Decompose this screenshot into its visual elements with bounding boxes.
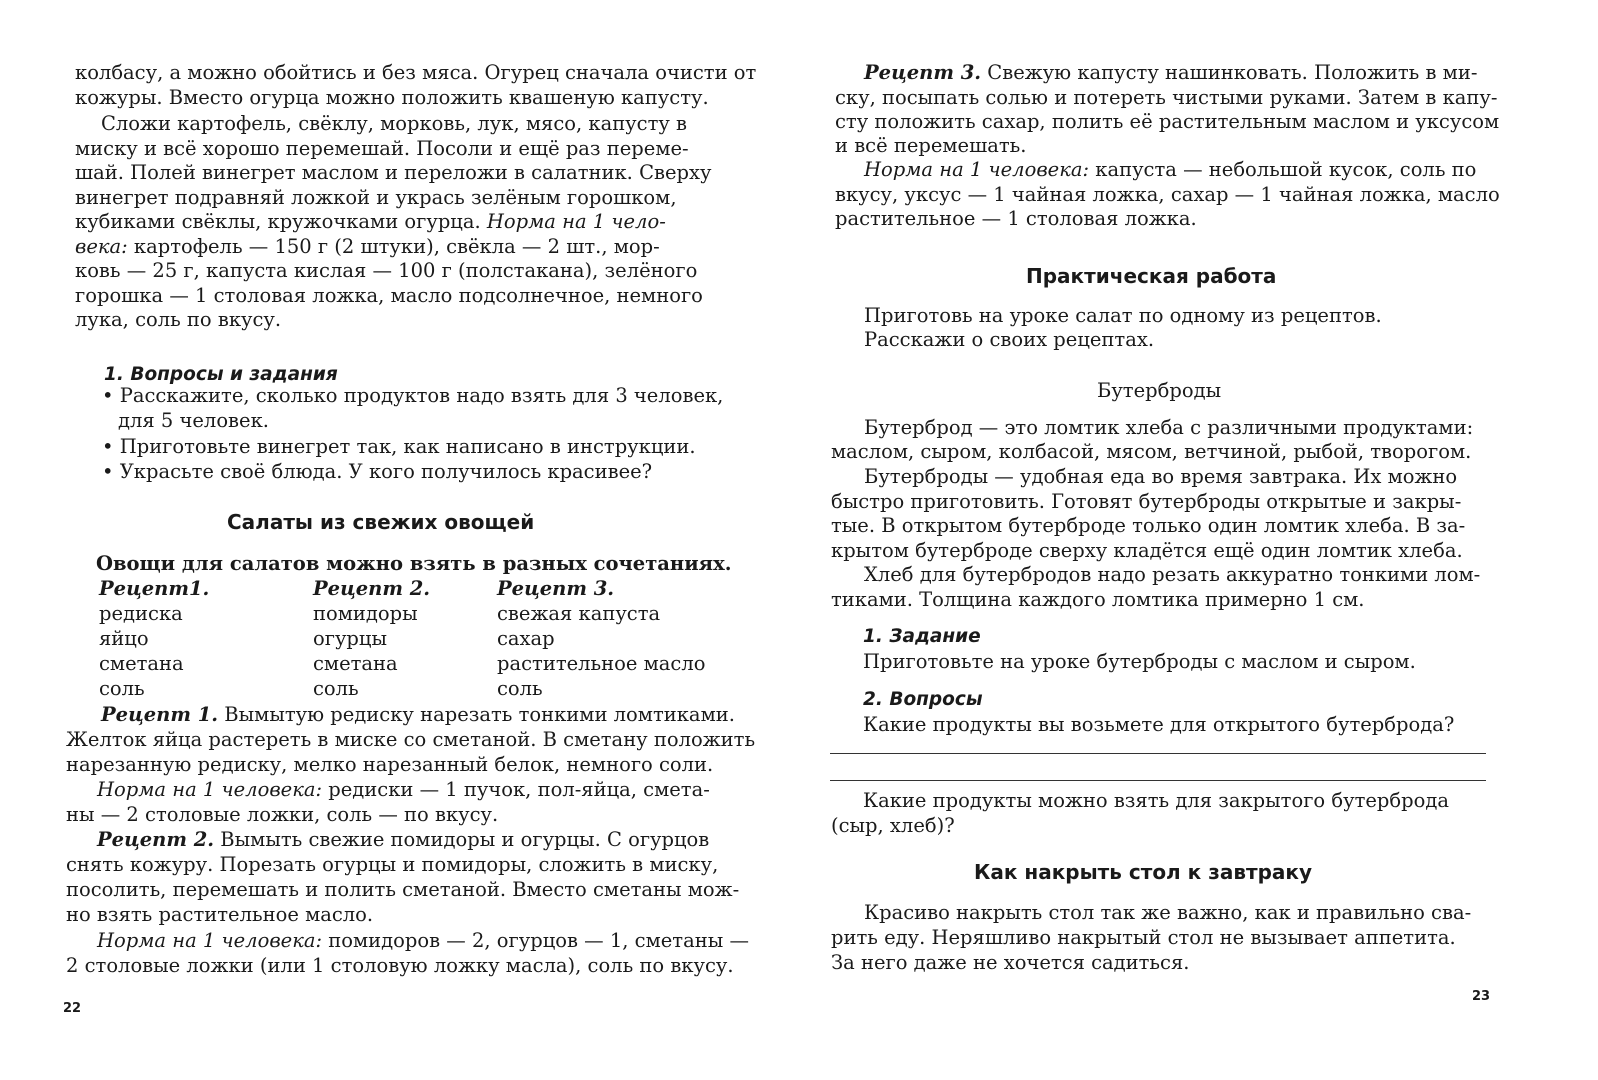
left-page: [0, 0, 790, 1080]
answer-line[interactable]: [830, 780, 1486, 781]
recipe-ingredient: редиска: [99, 602, 183, 625]
left-para2-line7: ковь — 25 г, капуста кислая — 100 г (полстакана), зелёного: [75, 259, 698, 282]
recipe-column-title: Рецепт 3.: [497, 577, 615, 600]
left-para2-line6: века: картофель — 150 г (2 штуки), свёкла — 2 шт., мор-: [75, 235, 660, 258]
sandwich-p2-line2: быстро приготовить. Готовят бутерброды открытые и закры-: [831, 490, 1462, 513]
sandwich-p1-line2: маслом, сыром, колбасой, мясом, ветчиной, рыбой, творогом.: [831, 440, 1472, 463]
recipe-ingredient: соль: [313, 677, 359, 700]
recipe-ingredient: сметана: [99, 652, 184, 675]
recipe-ingredient: сметана: [313, 652, 398, 675]
task-text: Приготовьте на уроке бутерброды с маслом и сыром.: [863, 650, 1416, 673]
recipe2-norm-line2: 2 столовые ложки (или 1 столовую ложку масла), соль по вкусу.: [66, 954, 734, 977]
left-para1-line1: колбасу, а можно обойтись и без мяса. Огурец сначала очисти от: [75, 61, 757, 84]
recipe3-norm-line2: вкусу, уксус — 1 чайная ложка, сахар — 1 чайная ложка, масло: [835, 183, 1500, 206]
questions-heading: 2. Вопросы: [863, 689, 983, 710]
recipe1-norm-line2: ны — 2 столовые ложки, соль — по вкусу.: [66, 803, 499, 826]
practical-heading: Практическая работа: [1026, 264, 1277, 288]
sandwich-p2-line4: крытом бутерброде сверху кладётся ещё один ломтик хлеба.: [831, 539, 1463, 562]
combo-intro: Овощи для салатов можно взять в разных сочетаниях.: [96, 552, 732, 575]
question-closed-sandwich-line2: (сыр, хлеб)?: [831, 814, 955, 837]
recipe-column-title: Рецепт1.: [99, 577, 210, 600]
recipe1-line2: Желток яйца растереть в миске со сметаной. В сметану положить: [66, 728, 756, 751]
recipe2-line1: Рецепт 2. Вымыть свежие помидоры и огурцы. С огурцов: [97, 828, 710, 851]
recipe-column-title: Рецепт 2.: [313, 577, 431, 600]
recipe-ingredient: помидоры: [313, 602, 418, 625]
left-question-bullet-2: • Приготовьте винегрет так, как написано в инструкции.: [102, 435, 696, 458]
recipe3-line4: и всё перемешать.: [835, 134, 1027, 157]
recipe3-norm-line3: растительное — 1 столовая ложка.: [835, 207, 1197, 230]
left-question-bullet-1: • Расскажите, сколько продуктов надо взять для 3 человек,: [102, 384, 724, 407]
salads-heading: Салаты из свежих овощей: [227, 510, 535, 534]
task-heading: 1. Задание: [863, 626, 981, 647]
table-setting-heading: Как накрыть стол к завтраку: [974, 860, 1312, 884]
recipe2-line3: посолить, перемешать и полить сметаной. Вместо сметаны мож-: [66, 878, 740, 901]
page-number-right: 23: [1472, 989, 1491, 1004]
page-number-left: 22: [63, 1001, 82, 1016]
sandwich-p3-line1: Хлеб для бутербродов надо резать аккуратно тонкими лом-: [864, 563, 1481, 586]
table-p-line2: рить еду. Неряшливо накрытый стол не вызывает аппетита.: [831, 926, 1456, 949]
sandwich-p2-line1: Бутерброды — удобная еда во время завтрака. Их можно: [864, 465, 1458, 488]
recipe-ingredient: растительное масло: [497, 652, 706, 675]
sandwich-p3-line2: тиками. Толщина каждого ломтика примерно 1 см.: [831, 588, 1365, 611]
recipe-ingredient: сахар: [497, 627, 555, 650]
recipe1-line3: нарезанную редиску, мелко нарезанный белок, немного соли.: [66, 753, 714, 776]
left-para2-line3: шай. Полей винегрет маслом и переложи в салатник. Сверху: [75, 161, 712, 184]
recipe3-norm-line1: Норма на 1 человека: капуста — небольшой кусок, соль по: [864, 158, 1477, 181]
left-para1-line2: кожуры. Вместо огурца можно положить квашеную капусту.: [75, 86, 709, 109]
left-para2-line8: горошка — 1 столовая ложка, масло подсолнечное, немного: [75, 284, 703, 307]
table-p-line3: За него даже не хочется садиться.: [831, 951, 1190, 974]
question-open-sandwich: Какие продукты вы возьмете для открытого бутерброда?: [863, 713, 1455, 736]
recipe2-line4: но взять растительное масло.: [66, 903, 374, 926]
recipe3-line3: сту положить сахар, полить её растительным маслом и уксусом: [835, 110, 1500, 133]
right-page: [800, 0, 1598, 1080]
recipe-column-1: [99, 576, 209, 701]
sandwiches-heading: Бутерброды: [1097, 379, 1222, 402]
table-p-line1: Красиво накрыть стол так же важно, как и правильно сва-: [864, 901, 1472, 924]
left-para2-line4: винегрет подравняй ложкой и укрась зелёным горошком,: [75, 186, 677, 209]
answer-line[interactable]: [830, 753, 1486, 754]
left-question-bullet-1-cont: для 5 человек.: [118, 409, 269, 432]
recipe-ingredient: соль: [99, 677, 145, 700]
question-closed-sandwich-line1: Какие продукты можно взять для закрытого бутерброда: [863, 789, 1449, 812]
recipe-ingredient: соль: [497, 677, 543, 700]
recipe-column-3: [497, 576, 705, 701]
recipe-column-2: [313, 576, 430, 701]
practical-line1: Приготовь на уроке салат по одному из рецептов.: [864, 304, 1382, 327]
left-para2-line5: кубиками свёклы, кружочками огурца. Норма на 1 чело-: [75, 210, 666, 233]
recipe-ingredient: огурцы: [313, 627, 387, 650]
recipe-ingredient: яйцо: [99, 627, 149, 650]
left-questions-heading: 1. Вопросы и задания: [104, 364, 338, 385]
left-para2-line9: лука, соль по вкусу.: [75, 308, 282, 331]
recipe1-line1: Рецепт 1. Вымытую редиску нарезать тонкими ломтиками.: [101, 703, 735, 726]
recipe3-line2: ску, посыпать солью и потереть чистыми руками. Затем в капу-: [835, 86, 1498, 109]
sandwich-p2-line3: тые. В открытом бутерброде только один ломтик хлеба. В за-: [831, 514, 1466, 537]
recipe2-norm-line1: Норма на 1 человека: помидоров — 2, огурцов — 1, сметаны —: [97, 929, 749, 952]
practical-line2: Расскажи о своих рецептах.: [864, 328, 1155, 351]
left-para2-line2: миску и всё хорошо перемешай. Посоли и ещё раз переме-: [75, 137, 689, 160]
recipe-ingredient: свежая капуста: [497, 602, 661, 625]
sandwich-p1-line1: Бутерброд — это ломтик хлеба с различными продуктами:: [864, 416, 1474, 439]
left-question-bullet-3: • Украсьте своё блюда. У кого получилось красивее?: [102, 460, 653, 483]
recipe2-line2: снять кожуру. Порезать огурцы и помидоры, сложить в миску,: [66, 853, 719, 876]
left-para2-line1: Сложи картофель, свёклу, морковь, лук, мясо, капусту в: [101, 112, 688, 135]
recipe3-line1: Рецепт 3. Свежую капусту нашинковать. Положить в ми-: [864, 61, 1478, 84]
recipe1-norm-line1: Норма на 1 человека: редиски — 1 пучок, пол-яйца, смета-: [97, 778, 710, 801]
